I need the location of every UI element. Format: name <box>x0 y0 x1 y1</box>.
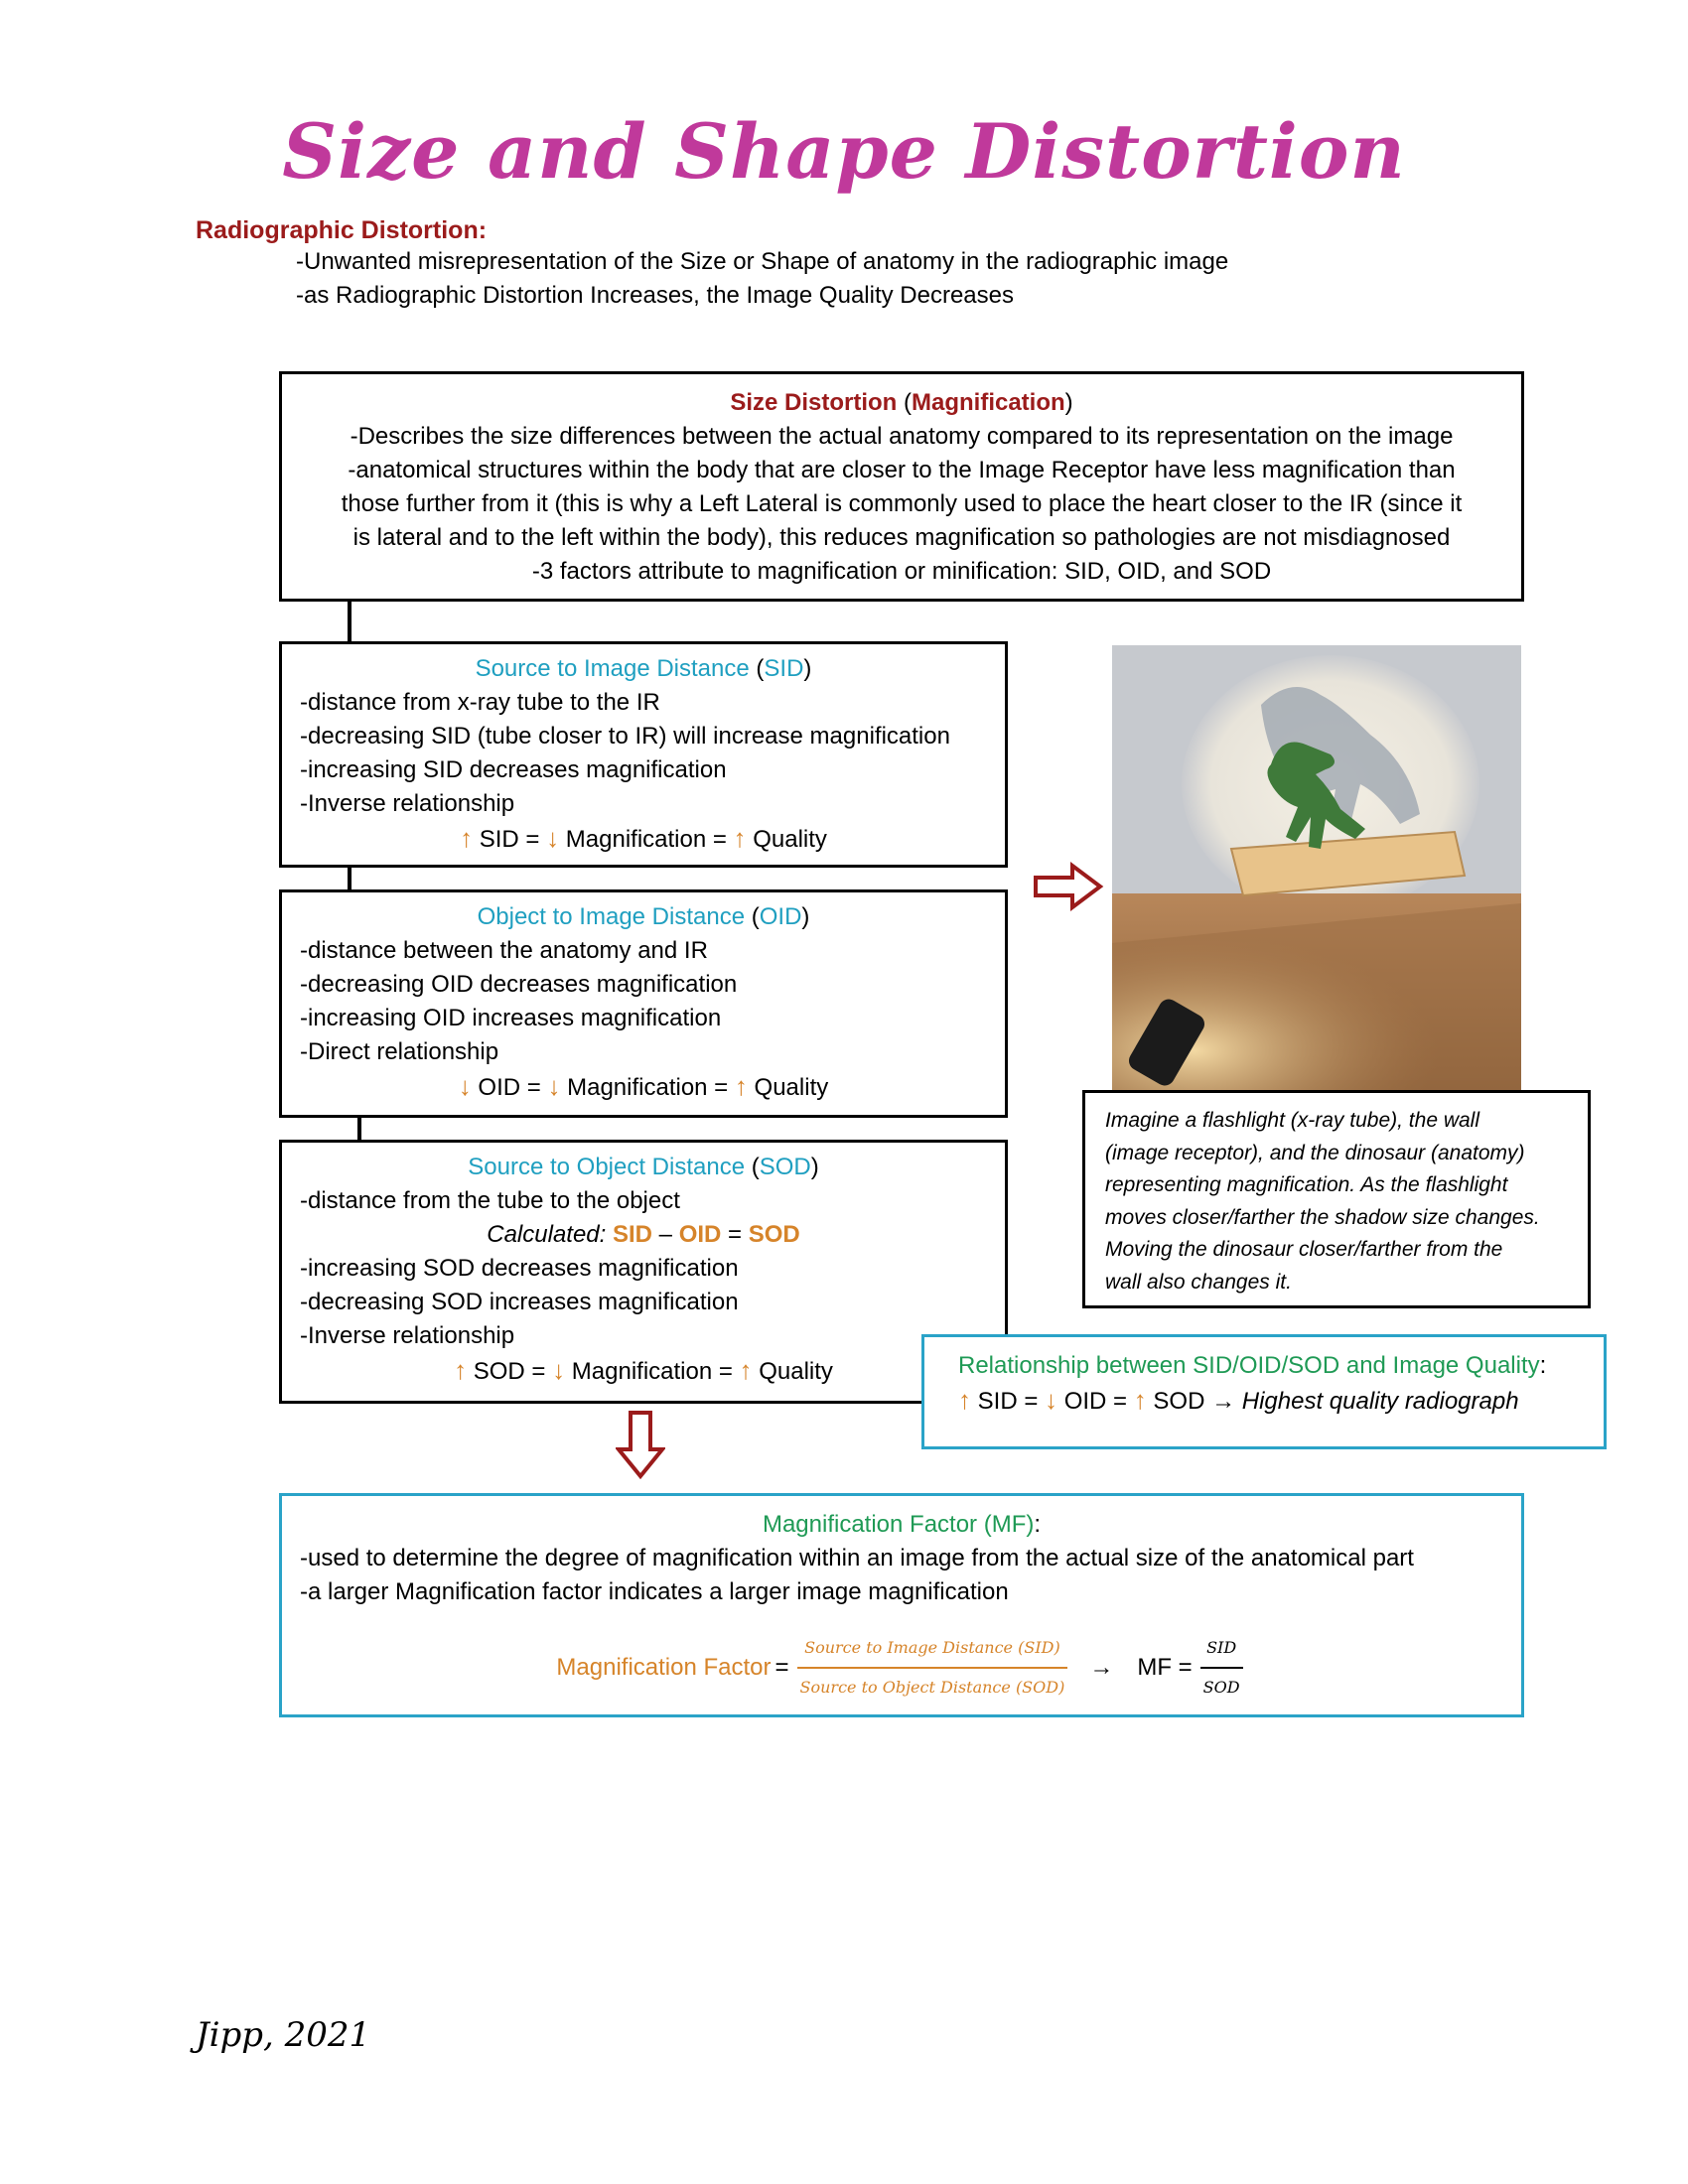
mf-line-1: -used to determine the degree of magnification within an image from the actual size of the anatomical part <box>300 1545 1414 1571</box>
up-arrow-icon: ↑ <box>958 1385 971 1415</box>
author-signature: Jipp, 2021 <box>196 2015 371 2055</box>
down-arrow-icon: ↓ <box>547 1071 561 1101</box>
flashlight-dinosaur-photo <box>1112 645 1521 1090</box>
up-arrow-icon: ↑ <box>733 823 747 853</box>
mf-title-text: Magnification Factor (MF) <box>762 1511 1035 1538</box>
oid-line-3: -increasing OID increases magnification <box>300 1005 722 1031</box>
down-arrow-icon: ↓ <box>552 1355 566 1385</box>
relationship-box <box>921 1334 1607 1449</box>
fraction-bar <box>1200 1667 1243 1669</box>
calculated-label: Calculated: <box>487 1221 613 1248</box>
up-arrow-icon: ↑ <box>734 1071 748 1101</box>
up-arrow-icon: ↑ <box>1133 1385 1147 1415</box>
intro-line-2: -as Radiographic Distortion Increases, the Image Quality Decreases <box>296 282 1014 309</box>
mf-long-fraction <box>797 1631 1068 1705</box>
sid-abbr: SID <box>764 655 804 682</box>
sid-box <box>279 641 1008 868</box>
mf-short-fraction <box>1200 1631 1243 1705</box>
formula-text: SOD <box>1146 1388 1212 1415</box>
formula-text: OID = <box>471 1074 548 1101</box>
down-arrow-icon: ↓ <box>546 823 560 853</box>
calc-eq: = <box>721 1221 749 1248</box>
sid-line-4: -Inverse relationship <box>300 790 515 817</box>
formula-text: Quality <box>746 826 827 853</box>
oid-line-2: -decreasing OID decreases magnification <box>300 971 738 998</box>
radiographic-distortion-heading: Radiographic Distortion: <box>196 216 488 244</box>
caption-line-5: Moving the dinosaur closer/farther from the <box>1105 1238 1503 1261</box>
colon: : <box>1539 1352 1547 1379</box>
oid-line-1: -distance between the anatomy and IR <box>300 937 708 964</box>
caption-line-3: representing magnification. As the flashlight <box>1105 1173 1508 1196</box>
fraction-denominator: Source to Object Distance (SOD) <box>799 1678 1065 1697</box>
relationship-result: Highest quality radiograph <box>1235 1388 1519 1415</box>
up-arrow-icon: ↑ <box>454 1355 468 1385</box>
sid-line-1: -distance from x-ray tube to the IR <box>300 689 660 716</box>
mf-line-2: -a larger Magnification factor indicates a larger image magnification <box>300 1578 1009 1605</box>
sod-title: Source to Object Distance (SOD) <box>468 1154 819 1180</box>
intro-line-1: -Unwanted misrepresentation of the Size or Shape of anatomy in the radiographic image <box>296 248 1229 275</box>
mf-title <box>282 1508 1521 1542</box>
down-arrow-icon: ↓ <box>1045 1385 1058 1415</box>
sod-line-3: -decreasing SOD increases magnification <box>300 1289 739 1315</box>
oid-formula <box>282 1069 1005 1105</box>
formula-text: Quality <box>752 1358 833 1385</box>
fraction-bar <box>797 1667 1068 1669</box>
mf-formula-label: Magnification Factor <box>556 1654 772 1681</box>
magnification-label: Magnification <box>912 389 1065 416</box>
relationship-formula <box>958 1383 1604 1419</box>
sod-title-text: Source to Object Distance <box>468 1154 746 1180</box>
sod-line-1: -distance from the tube to the object <box>300 1187 680 1214</box>
size-line-5: -3 factors attribute to magnification or minification: SID, OID, and SOD <box>531 558 1272 585</box>
paren-open: ( <box>897 389 912 416</box>
down-arrow-outline-icon <box>616 1410 665 1479</box>
size-distortion-title <box>282 386 1521 420</box>
paren-close: ) <box>1064 389 1073 416</box>
formula-text: Magnification = <box>559 826 734 853</box>
connector-line <box>348 602 352 641</box>
sod-calculation <box>282 1218 1005 1252</box>
down-arrow-icon: ↓ <box>458 1071 472 1101</box>
formula-text: SID = <box>473 826 547 853</box>
size-distortion-box <box>279 371 1524 602</box>
mf-short-label: MF = <box>1137 1654 1193 1681</box>
sid-line-2: -decreasing SID (tube closer to IR) will increase magnification <box>300 723 950 750</box>
calc-oid: OID <box>678 1221 722 1248</box>
formula-text: Quality <box>747 1074 829 1101</box>
oid-title-text: Object to Image Distance <box>477 903 746 930</box>
relationship-title-text: Relationship between SID/OID/SOD and Image Quality <box>958 1352 1540 1379</box>
mf-formula <box>282 1631 1521 1705</box>
up-arrow-icon: ↑ <box>739 1355 753 1385</box>
calc-minus: – <box>652 1221 679 1248</box>
oid-box <box>279 889 1008 1118</box>
magnification-factor-box <box>279 1493 1524 1717</box>
size-line-2: -anatomical structures within the body that are closer to the Image Receptor have less magnification than <box>348 457 1456 483</box>
sod-abbr: SOD <box>759 1154 811 1180</box>
size-line-1: -Describes the size differences between the actual anatomy compared to its representation on the image <box>350 423 1454 450</box>
colon: : <box>1034 1511 1042 1538</box>
sid-title-text: Source to Image Distance <box>475 655 750 682</box>
formula-text: Magnification = <box>560 1074 735 1101</box>
caption-line-2: (image receptor), and the dinosaur (anatomy) <box>1105 1141 1525 1164</box>
sod-line-4: -Inverse relationship <box>300 1322 515 1349</box>
right-arrow-glyph-icon: → <box>1211 1388 1236 1415</box>
right-arrow-glyph-icon: → <box>1089 1654 1114 1681</box>
up-arrow-icon: ↑ <box>460 823 474 853</box>
formula-text: SID = <box>971 1388 1046 1415</box>
size-distortion-label: Size Distortion <box>730 389 898 416</box>
caption-line-6: wall also changes it. <box>1105 1270 1292 1294</box>
right-arrow-icon <box>1033 862 1104 911</box>
caption-line-4: moves closer/farther the shadow size changes. <box>1105 1205 1540 1229</box>
sod-box <box>279 1140 1008 1404</box>
oid-title: Object to Image Distance (OID) <box>477 903 810 930</box>
fraction-numerator: Source to Image Distance (SID) <box>804 1638 1060 1657</box>
sid-line-3: -increasing SID decreases magnification <box>300 756 727 783</box>
size-line-3: those further from it (this is why a Left Lateral is commonly used to place the heart closer to the IR (since it <box>341 490 1463 517</box>
sod-line-2: -increasing SOD decreases magnification <box>300 1255 739 1282</box>
connector-line <box>348 868 352 889</box>
formula-text: SOD = <box>467 1358 553 1385</box>
calc-sod: SOD <box>748 1221 800 1248</box>
formula-text: Magnification = <box>565 1358 740 1385</box>
oid-line-4: -Direct relationship <box>300 1038 499 1065</box>
calc-sid: SID <box>613 1221 653 1248</box>
page-title: Size and Shape Distortion <box>282 107 1406 196</box>
connector-line <box>357 1118 361 1140</box>
sod-formula <box>282 1353 1005 1389</box>
equals: = <box>774 1654 789 1681</box>
caption-box <box>1082 1090 1591 1308</box>
size-line-4: is lateral and to the left within the body), this reduces magnification so pathologies are not misdiagnosed <box>352 524 1451 551</box>
caption-line-1: Imagine a flashlight (x-ray tube), the wall <box>1105 1109 1480 1132</box>
fraction-numerator: SID <box>1206 1638 1237 1657</box>
formula-text: OID = <box>1057 1388 1134 1415</box>
fraction-denominator: SOD <box>1202 1678 1240 1697</box>
oid-abbr: OID <box>759 903 802 930</box>
sid-title: Source to Image Distance (SID) <box>475 655 812 682</box>
sid-formula <box>282 821 1005 857</box>
relationship-title <box>958 1349 1604 1383</box>
